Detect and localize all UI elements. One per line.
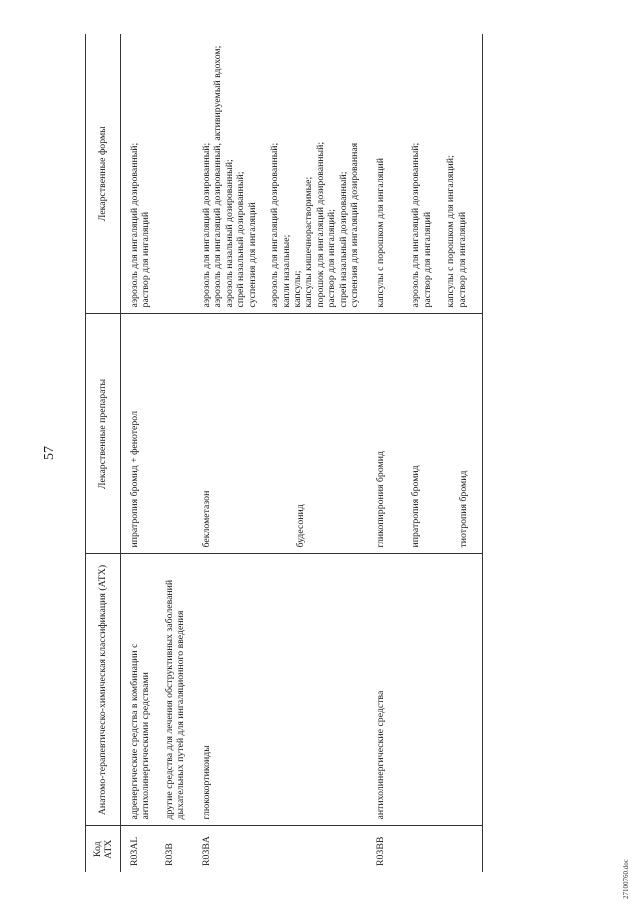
drug-name: гликопиррония бромид bbox=[374, 451, 386, 548]
form-line: аэрозоль назальный дозированный; bbox=[223, 159, 235, 308]
atc-classification: другие средства для лечения обструктивных заболеваний дыхательных путей для ингаляционного введения bbox=[154, 554, 189, 826]
form-line: капсулы с порошком для ингаляций bbox=[374, 158, 386, 308]
form-line: раствор для ингаляций bbox=[421, 211, 433, 308]
drug-forms bbox=[189, 34, 363, 314]
atc-drug-table bbox=[85, 34, 483, 872]
atc-code: R03AL bbox=[129, 836, 140, 866]
table-row bbox=[121, 34, 154, 872]
form-line: спрей назальный дозированный; bbox=[337, 171, 349, 308]
form-line: капсулы кишечнорастворимые; bbox=[303, 176, 315, 308]
header-drugs: Лекарственные препараты bbox=[86, 314, 121, 554]
atc-code: R03BA bbox=[200, 836, 212, 866]
form-line: капсулы; bbox=[291, 270, 303, 308]
form-line: аэрозоль для ингаляций дозированный; bbox=[200, 142, 212, 308]
rotated-table-wrapper bbox=[85, 34, 615, 872]
form-line: аэрозоль для ингаляций дозированный; bbox=[269, 142, 281, 308]
drug-name: ипратропия бромид + фенотерол bbox=[121, 314, 154, 554]
document-file-id: 27100760.doc bbox=[622, 859, 630, 899]
table-row bbox=[189, 34, 363, 872]
table-row bbox=[154, 34, 189, 872]
drug-name: тиотропия бромид bbox=[457, 470, 469, 548]
form-line: спрей назальный дозированный; bbox=[235, 171, 247, 308]
table-row bbox=[363, 34, 483, 872]
form-line: раствор для ингаляций; bbox=[326, 209, 338, 308]
header-forms: Лекарственные формы bbox=[86, 34, 121, 314]
drug-forms-empty bbox=[154, 34, 189, 314]
form-line: капли назальные; bbox=[280, 234, 292, 308]
atc-classification: антихолинергические средства bbox=[363, 554, 483, 826]
table-header-row bbox=[86, 34, 121, 872]
form-line: раствор для ингаляций bbox=[140, 211, 152, 308]
form-line: аэрозоль для ингаляций дозированный; bbox=[410, 142, 422, 308]
drug-name-empty bbox=[154, 314, 189, 554]
atc-classification: глюкокортикоиды bbox=[189, 554, 363, 826]
drug-name: будесонид bbox=[295, 504, 307, 548]
atc-code: R03BB bbox=[363, 826, 483, 872]
drug-name: ипратропия бромид bbox=[410, 465, 422, 548]
form-line: суспензия для ингаляций bbox=[246, 202, 258, 308]
form-line: аэрозоль для ингаляций дозированный, активируемый вдохом; bbox=[212, 45, 224, 308]
drug-forms bbox=[363, 34, 483, 314]
drug-names bbox=[189, 314, 363, 554]
atc-classification: адренергические средства в комбинации с антихолинергическими средствами bbox=[121, 554, 154, 826]
form-line: аэрозоль для ингаляций дозированный; bbox=[129, 142, 140, 308]
drug-name: беклометазон bbox=[200, 490, 212, 548]
header-code: Код АТХ bbox=[86, 826, 121, 872]
form-line: капсулы с порошком для ингаляций; bbox=[445, 155, 457, 308]
form-line: порошок для ингаляций дозированный; bbox=[314, 141, 326, 308]
form-line: раствор для ингаляций bbox=[456, 211, 468, 308]
form-line: суспензия для ингаляций дозированная bbox=[349, 142, 361, 308]
atc-code: R03B bbox=[163, 843, 175, 866]
drug-forms bbox=[121, 34, 154, 314]
header-classification: Анатомо-терапевтическо-химическая классификация (АТХ) bbox=[86, 554, 121, 826]
drug-names bbox=[363, 314, 483, 554]
page-number: 57 bbox=[42, 446, 57, 460]
